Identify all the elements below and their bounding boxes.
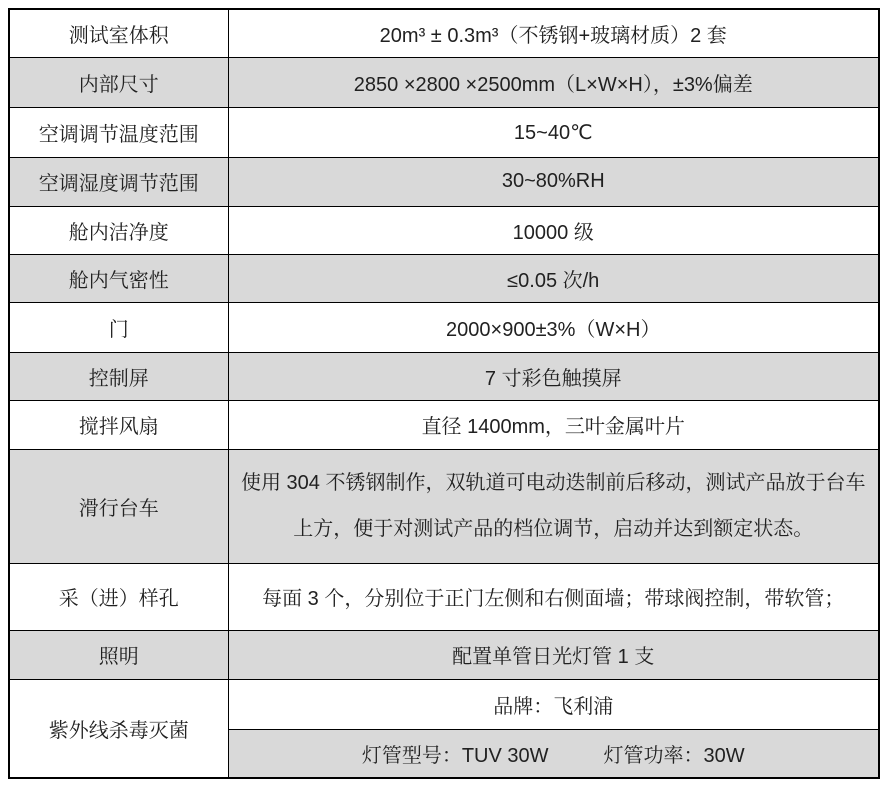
label-uv-sterilization: 紫外线杀毒灭菌: [9, 679, 228, 778]
value-uv-brand: 品牌：飞利浦: [228, 679, 879, 729]
value-sliding-trolley: 使用 304 不锈钢制作，双轨道可电动迭制前后移动，测试产品放于台车上方，便于对测试产品的档位调节，启动并达到额定状态。: [228, 449, 879, 563]
label-cabin-cleanliness: 舱内洁净度: [9, 206, 228, 254]
value-cabin-air-tightness: ≤0.05 次/h: [228, 254, 879, 302]
value-test-chamber-volume: 20m³ ± 0.3m³（不锈钢+玻璃材质）2 套: [228, 9, 879, 57]
label-internal-dimensions: 内部尺寸: [9, 57, 228, 107]
label-sampling-ports: 采（进）样孔: [9, 563, 228, 630]
label-stirring-fan: 搅拌风扇: [9, 400, 228, 449]
value-ac-humidity-range: 30~80%RH: [228, 157, 879, 206]
label-ac-temperature-range: 空调调节温度范围: [9, 107, 228, 157]
value-sampling-ports: 每面 3 个，分别位于正门左侧和右侧面墙；带球阀控制，带软管；: [228, 563, 879, 630]
uv-tube-specs-group: [235, 739, 873, 768]
label-sliding-trolley: 滑行台车: [9, 449, 228, 563]
spec-table: [8, 8, 880, 779]
label-control-screen: 控制屏: [9, 352, 228, 400]
value-door: 2000×900±3%（W×H）: [228, 302, 879, 352]
label-ac-humidity-range: 空调湿度调节范围: [9, 157, 228, 206]
uv-tube-power: 灯管功率：30W: [603, 744, 745, 767]
value-control-screen: 7 寸彩色触摸屏: [228, 352, 879, 400]
label-test-chamber-volume: 测试室体积: [9, 9, 228, 57]
value-uv-tube-specs: [228, 729, 879, 778]
value-stirring-fan: 直径 1400mm，三叶金属叶片: [228, 400, 879, 449]
value-lighting: 配置单管日光灯管 1 支: [228, 630, 879, 679]
value-cabin-cleanliness: 10000 级: [228, 206, 879, 254]
label-lighting: 照明: [9, 630, 228, 679]
label-door: 门: [9, 302, 228, 352]
label-cabin-air-tightness: 舱内气密性: [9, 254, 228, 302]
value-internal-dimensions: 2850 ×2800 ×2500mm（L×W×H），±3%偏差: [228, 57, 879, 107]
value-ac-temperature-range: 15~40℃: [228, 107, 879, 157]
uv-tube-model: 灯管型号：TUV 30W: [361, 744, 549, 767]
